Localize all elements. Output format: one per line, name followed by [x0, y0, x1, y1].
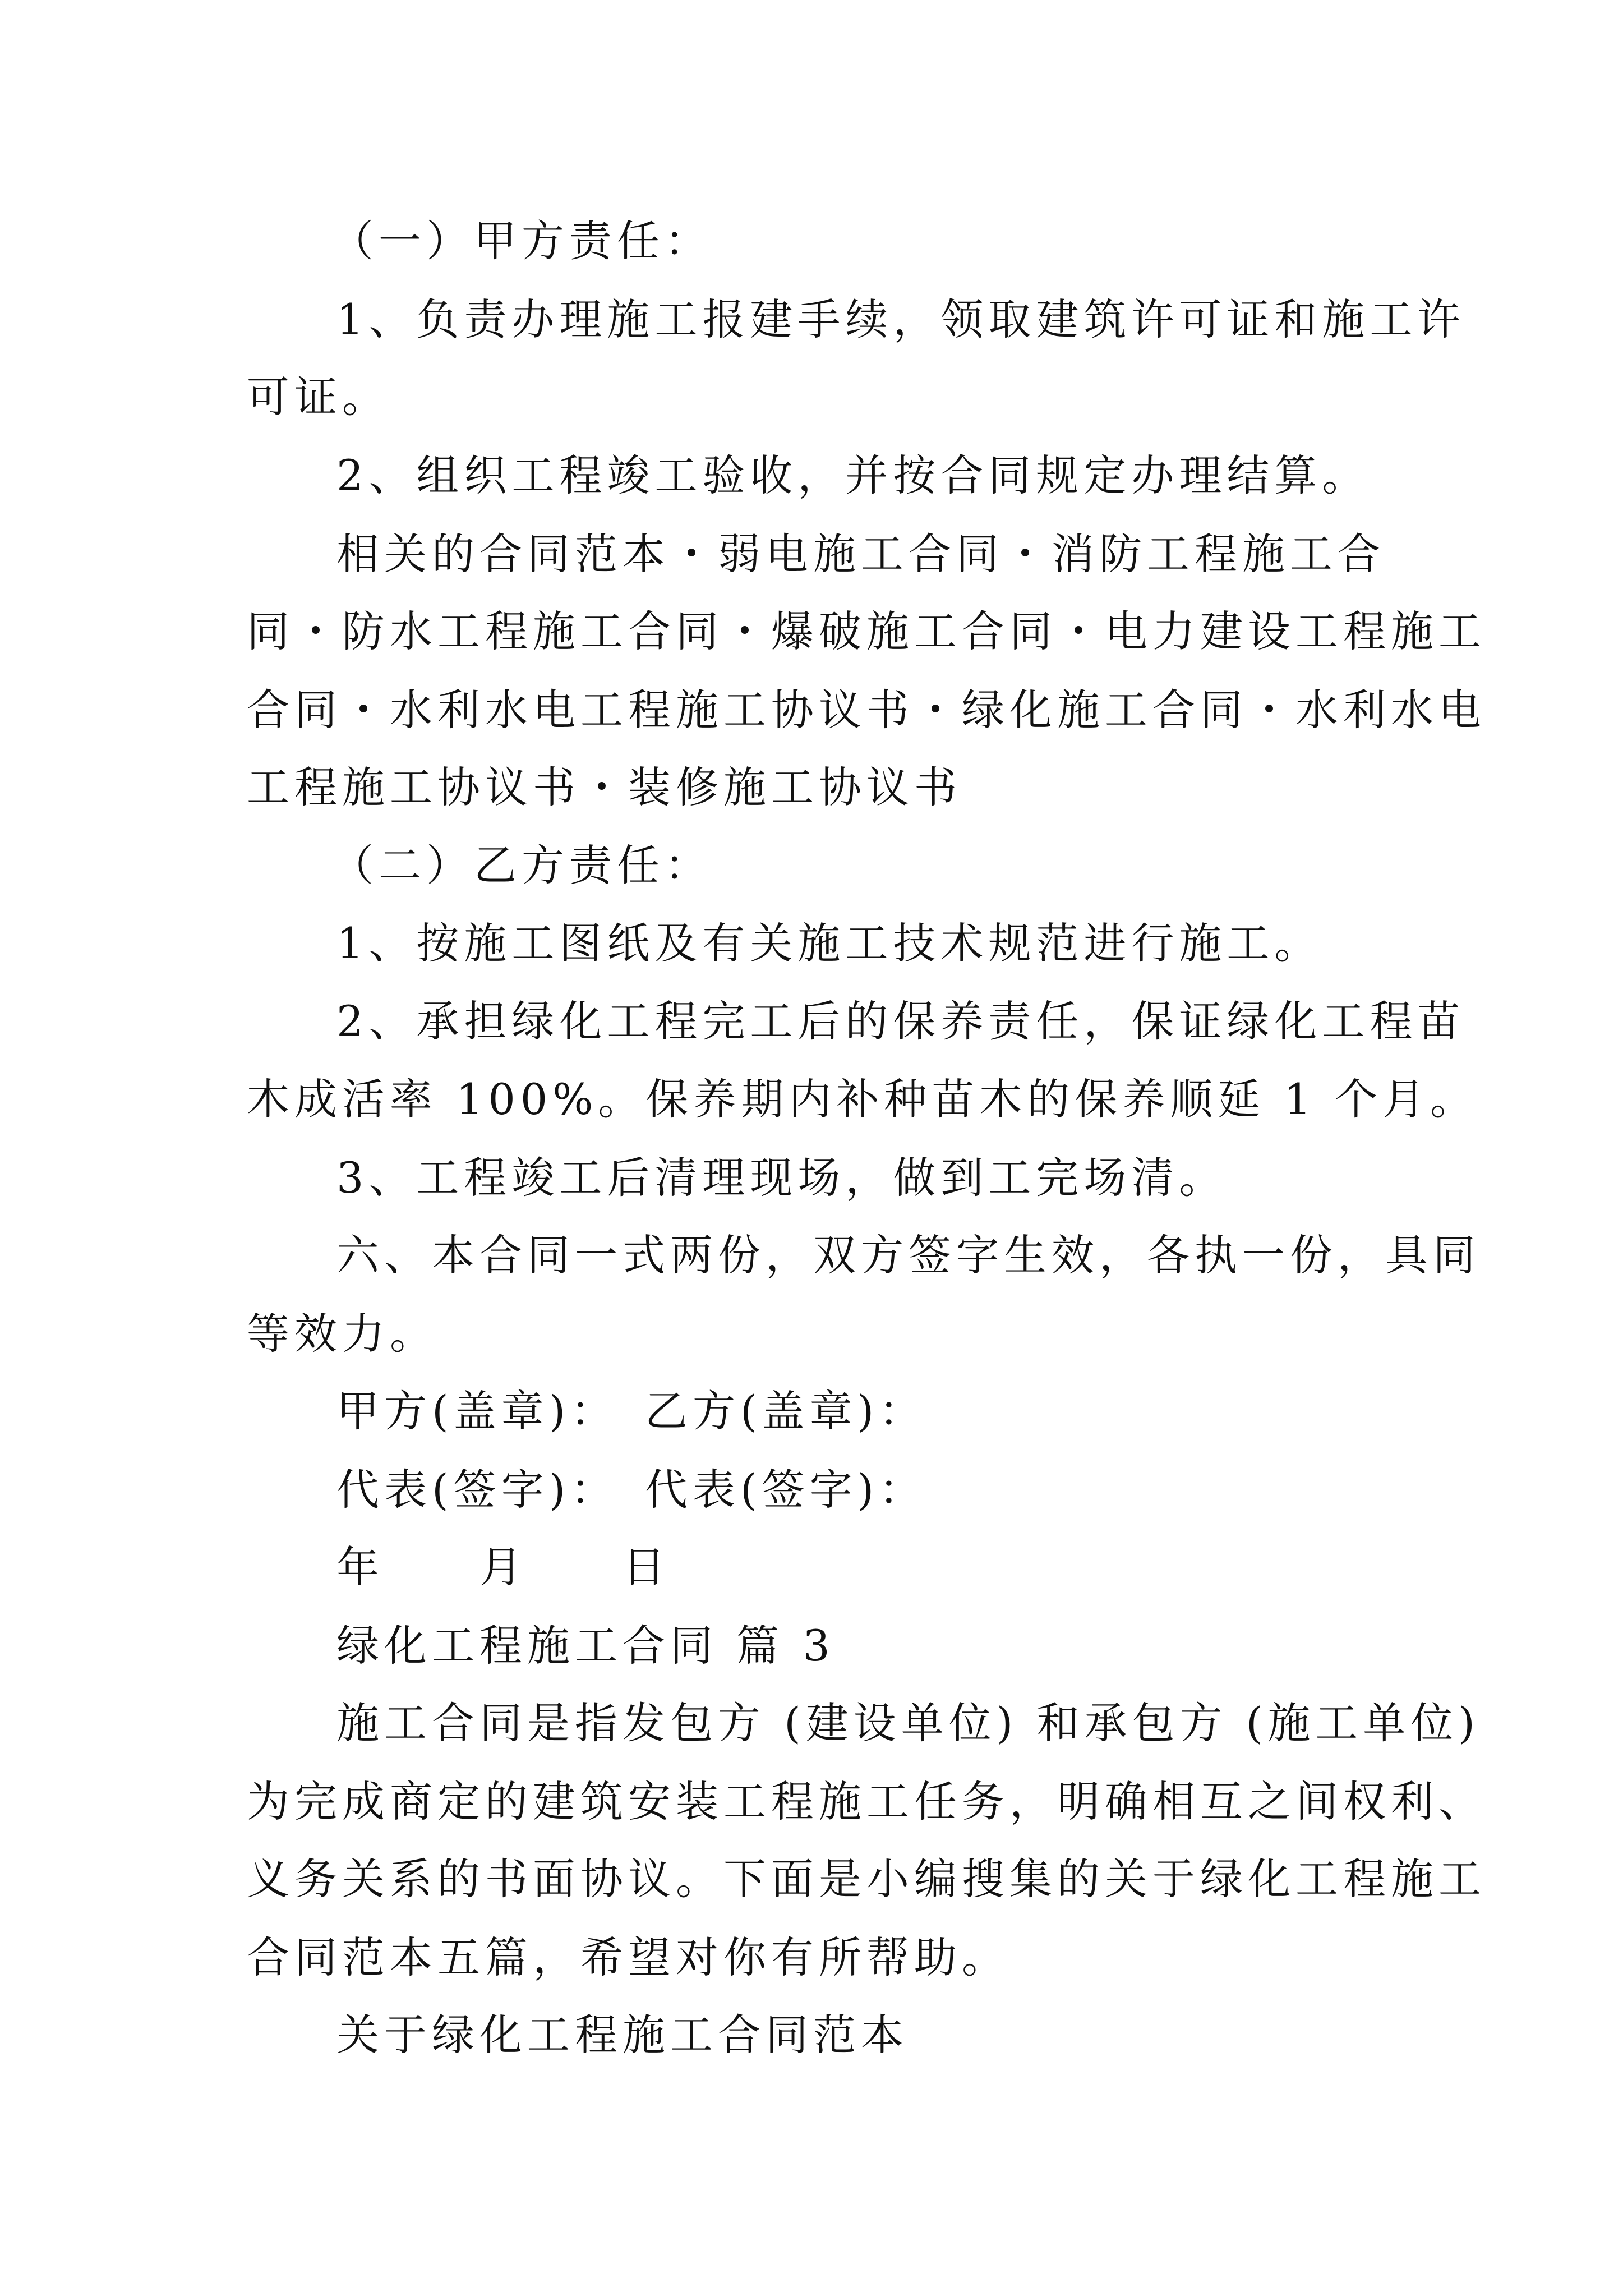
- paragraph-line: 2、组织工程竣工验收，并按合同规定办理结算。: [336, 450, 1370, 500]
- paragraph-line: 合同范本五篇，希望对你有所帮助。: [247, 1932, 1009, 1982]
- paragraph-line: 1、负责办理施工报建手续，领取建筑许可证和施工许: [336, 295, 1465, 344]
- paragraph-line: 义务关系的书面协议。下面是小编搜集的关于绿化工程施工: [247, 1854, 1486, 1904]
- paragraph-line: 六、本合同一式两份，双方签字生效，各执一份，具同: [336, 1230, 1481, 1280]
- related-contracts-line: 工程施工协议书・装修施工协议书: [247, 762, 962, 812]
- related-contracts-line: 相关的合同范本・弱电施工合同・消防工程施工合: [336, 529, 1385, 579]
- section-heading-party-b: （二）乙方责任：: [331, 840, 712, 890]
- paragraph-line: 3、工程竣工后清理现场，做到工完场清。: [336, 1153, 1227, 1203]
- date-line: 年 月 日: [336, 1542, 670, 1592]
- paragraph-line: 可证。: [247, 372, 390, 422]
- paragraph-line: 等效力。: [247, 1309, 437, 1359]
- paragraph-line: 1、按施工图纸及有关施工技术规范进行施工。: [336, 918, 1322, 968]
- related-contracts-line: 同・防水工程施工合同・爆破施工合同・电力建设工程施工: [247, 606, 1486, 656]
- signature-party-a-rep: 代表(签字)：: [336, 1465, 619, 1515]
- paragraph-line: 施工合同是指发包方 (建设单位) 和承包方 (施工单位): [336, 1698, 1481, 1748]
- signature-party-b-seal: 乙方(盖章)：: [645, 1386, 927, 1436]
- paragraph-line: 2、承担绿化工程完工后的保养责任，保证绿化工程苗: [336, 996, 1465, 1046]
- article-title: 绿化工程施工合同 篇 3: [336, 1621, 835, 1671]
- subheading: 关于绿化工程施工合同范本: [336, 2010, 909, 2060]
- paragraph-line: 为完成商定的建筑安装工程施工任务，明确相互之间权利、: [247, 1777, 1486, 1826]
- section-heading-party-a: （一）甲方责任：: [331, 216, 712, 266]
- paragraph-line: 木成活率 100%。保养期内补种苗木的保养顺延 1 个月。: [247, 1074, 1478, 1124]
- related-contracts-line: 合同・水利水电工程施工协议书・绿化施工合同・水利水电: [247, 685, 1486, 735]
- signature-party-a-seal: 甲方(盖章)：: [336, 1386, 619, 1436]
- signature-party-b-rep: 代表(签字)：: [645, 1465, 927, 1515]
